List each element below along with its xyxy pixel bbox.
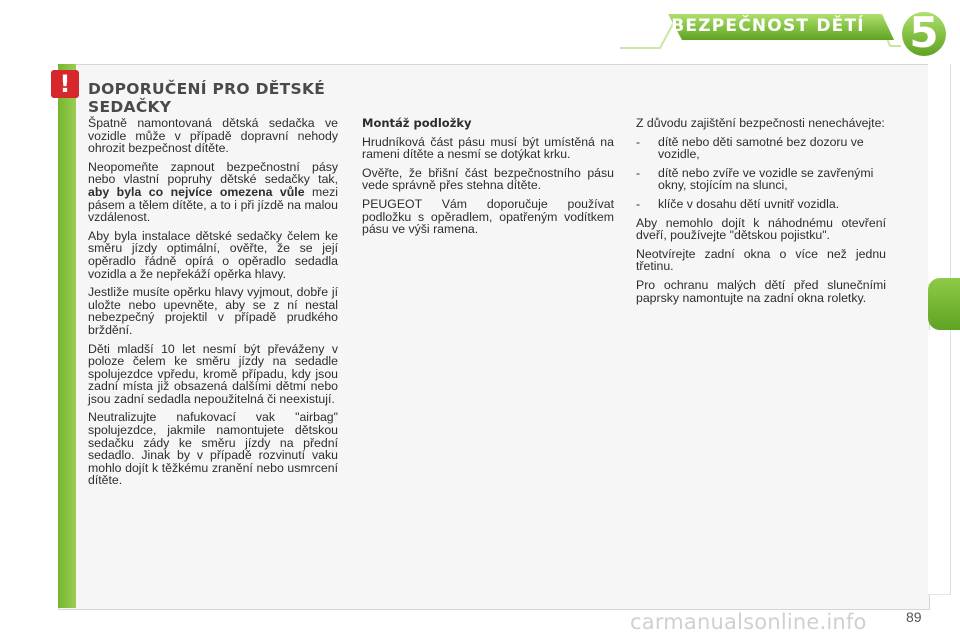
chapter-tab[interactable] xyxy=(928,196,951,241)
paragraph: Aby byla instalace dětské sedačky čelem ke směru jízdy optimální, ověřte, že se její opěradlo řádně opírá o opěradlo sedadla vozidla a že nepřekáží opěrka hlavy. xyxy=(88,228,338,281)
paragraph: Hrudníková část pásu musí být umístěná na rameni dítěte a nesmí se dotýkat krku. xyxy=(362,134,614,162)
paragraph: Špatně namontovaná dětská sedačka ve vozidle může v případě dopravní nehody ohrozit bezpečnost dítěte. xyxy=(88,116,338,156)
chapter-tab[interactable] xyxy=(928,108,951,153)
paragraph: Děti mladší 10 let nesmí být převáženy v poloze čelem ke směru jízdy na sedadle spolujezdce vpředu, kromě případu, kdy jsou zadní místa již obsazená dalšími dětmi nebo jsou zadní sedadla nepoužitelná či neexistují. xyxy=(88,341,338,406)
bullet-marker: - xyxy=(636,134,641,149)
chapter-tab[interactable] xyxy=(928,506,951,551)
watermark: carmanualsonline.info xyxy=(630,610,867,634)
text: mezi pásem a tělem dítěte, a to i při jízdě na malou vzdálenost. xyxy=(88,184,339,225)
list-item xyxy=(636,136,886,161)
chapter-number: 5 xyxy=(909,8,939,57)
paragraph: Neutralizujte nafukovací vak "airbag" spolujezdce, jakmile namontujete dětskou sedačku zády ke směru jízdy na přední sedadlo. Jinak by v případě rozvinutí vaku mohlo dojít k těžkému zranění nebo usmrcení dítěte. xyxy=(88,410,338,488)
paragraph xyxy=(88,161,338,224)
list-item xyxy=(636,167,886,192)
bullet-marker: - xyxy=(636,165,641,180)
chapter-tab[interactable] xyxy=(928,64,951,109)
paragraph: Pro ochranu malých dětí před slunečními paprsky namontujte na zadní okna roletky. xyxy=(636,277,886,305)
emphasis-text: aby byla co nejvíce omezena vůle xyxy=(88,184,305,199)
list-item-text: klíče v dosahu dětí uvnitř vozidla. xyxy=(658,196,840,211)
paragraph: Neotvírejte zadní okna o více než jednu třetinu. xyxy=(636,246,886,274)
paragraph: Aby nemohlo dojít k náhodnému otevření dveří, používejte "dětskou pojistku". xyxy=(636,215,886,243)
chapter-tab-active[interactable] xyxy=(928,278,960,330)
paragraph: Jestliže musíte opěrku hlavy vyjmout, dobře jí uložte nebo upevněte, aby se z ní nestal nebezpečný projektil v případě prudkého brždění. xyxy=(88,285,338,337)
paragraph: PEUGEOT Vám doporučuje používat podložku s opěradlem, opatřeným vodítkem pásu ve výši ramena. xyxy=(362,196,614,237)
text: Neopomeňte zapnout bezpečnostní pásy nebo vlastní popruhy dětské sedačky tak, xyxy=(88,159,338,187)
warning-symbol: ! xyxy=(59,70,71,98)
chapter-tab[interactable] xyxy=(928,374,951,419)
paragraph: Z důvodu zajištění bezpečnosti nenechávejte: xyxy=(636,116,885,130)
column-2 xyxy=(362,117,614,242)
chapter-tab[interactable] xyxy=(928,418,951,463)
green-side-bar xyxy=(58,64,76,608)
bullet-marker: - xyxy=(636,196,641,211)
exclamation-icon xyxy=(51,70,79,98)
subheading: Montáž podložky xyxy=(362,116,472,130)
column-1 xyxy=(88,117,338,493)
chapter-tab[interactable] xyxy=(928,462,951,507)
chapter-tab[interactable] xyxy=(928,152,951,197)
chapter-tab[interactable] xyxy=(928,330,951,375)
list-item xyxy=(636,198,886,211)
section-title: DOPORUČENÍ PRO DĚTSKÉ SEDAČKY xyxy=(88,80,326,116)
page-number: 89 xyxy=(906,609,922,625)
list-item-text: dítě nebo děti samotné bez dozoru ve vozidle, xyxy=(658,134,864,162)
chapter-tab[interactable] xyxy=(928,550,951,595)
paragraph: Ověřte, že břišní část bezpečnostního pásu vede správně přes stehna dítěte. xyxy=(362,165,614,193)
column-3 xyxy=(636,117,886,310)
list-item-text: dítě nebo zvíře ve vozidle se zavřenými okny, stojícím na slunci, xyxy=(658,165,874,193)
chapter-tabs xyxy=(928,64,960,584)
chapter-title: BEZPEČNOST DĚTÍ xyxy=(671,16,865,36)
